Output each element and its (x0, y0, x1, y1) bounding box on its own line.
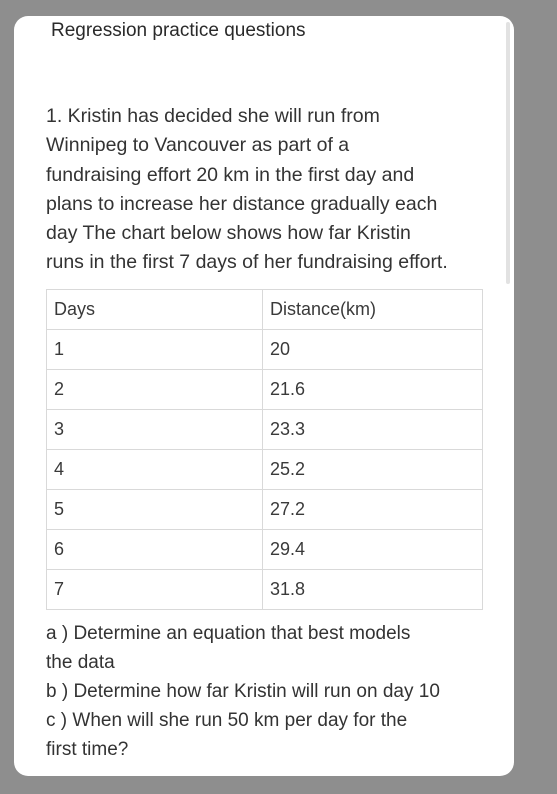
question-parts (46, 619, 496, 764)
document-title: Regression practice questions (51, 20, 306, 41)
scrollbar[interactable] (506, 22, 510, 284)
cell-distance: 23.3 (263, 410, 483, 450)
cell-distance: 29.4 (263, 530, 483, 570)
question-line: day The chart below shows how far Kristin (46, 222, 411, 245)
cell-day: 5 (47, 490, 263, 530)
question-text (46, 102, 486, 278)
part-line: the data (46, 652, 115, 673)
table-row (47, 410, 483, 450)
document-card (14, 16, 514, 776)
column-header-days: Days (47, 290, 263, 330)
table-row (47, 570, 483, 610)
part-line: first time? (46, 739, 129, 760)
cell-distance: 20 (263, 330, 483, 370)
cell-distance: 27.2 (263, 490, 483, 530)
question-line: runs in the first 7 days of her fundraising effort. (46, 251, 448, 274)
distance-table (46, 289, 483, 610)
cell-distance: 31.8 (263, 570, 483, 610)
cell-day: 2 (47, 370, 263, 410)
part-line: c ) When will she run 50 km per day for the (46, 710, 408, 731)
table-row (47, 450, 483, 490)
table-row (47, 490, 483, 530)
table-row (47, 330, 483, 370)
cell-day: 7 (47, 570, 263, 610)
column-header-distance: Distance(km) (263, 290, 483, 330)
question-line: plans to increase her distance gradually each (46, 192, 438, 215)
table-row (47, 370, 483, 410)
question-line: Winnipeg to Vancouver as part of a (46, 134, 350, 157)
cell-day: 1 (47, 330, 263, 370)
part-line: a ) Determine an equation that best models (46, 623, 411, 644)
question-line: 1. Kristin has decided she will run from (46, 105, 380, 127)
table-row (47, 530, 483, 570)
cell-day: 3 (47, 410, 263, 450)
cell-day: 6 (47, 530, 263, 570)
cell-distance: 25.2 (263, 450, 483, 490)
table-header-row (47, 290, 483, 330)
question-line: fundraising effort 20 km in the first day and (46, 163, 415, 186)
cell-day: 4 (47, 450, 263, 490)
part-line: b ) Determine how far Kristin will run on day 10 (46, 681, 440, 702)
cell-distance: 21.6 (263, 370, 483, 410)
